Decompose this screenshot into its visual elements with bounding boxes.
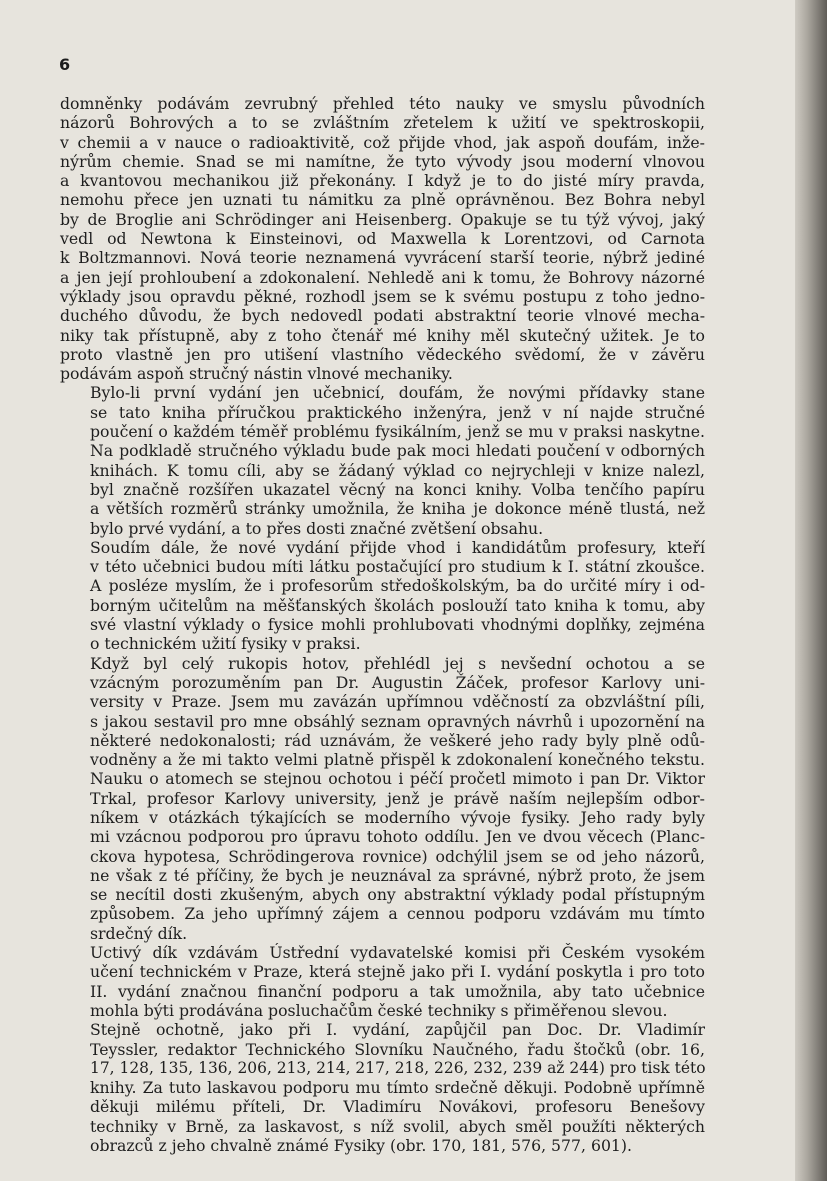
text-line: nýrům chemie. Snad se mi namítne, že tyto vývody jsou moderní vlnovou	[60, 151, 705, 171]
text-line: níkem v otázkách týkajících se moderního vývoje fysiky. Jeho rady byly	[90, 807, 705, 827]
text-line: Stejně ochotně, jako při I. vydání, zapůjčil pan Doc. Dr. Vladimír	[90, 1020, 705, 1040]
body-text	[60, 94, 705, 1155]
paragraph	[60, 1020, 705, 1155]
text-line: domněnky podávám zevrubný přehled této nauky ve smyslu původních	[60, 94, 705, 113]
text-line: nemohu přece jen uznati tu námitku za plně oprávněnou. Bez Bohra nebyl	[60, 190, 705, 210]
text-line: knihách. K tomu cíli, aby se žádaný výklad co nejrychleji v knize nalezl,	[90, 460, 705, 480]
text-line: Bylo-li první vydání jen učebnicí, doufám, že novými přídavky stane	[90, 383, 705, 403]
text-line: a kvantovou mechanikou již překonány. I když je to do jisté míry pravda,	[60, 171, 705, 191]
text-line: bylo prvé vydání, a to přes dosti značné zvětšení obsahu.	[90, 518, 544, 538]
text-line: Soudím dále, že nové vydání přijde vhod i kandidátům profesury, kteří	[90, 537, 705, 557]
text-line: v této učebnici budou míti látku postačující pro studium k I. státní zkoušce.	[90, 557, 705, 577]
text-line: ne však z té příčiny, že bych je neuznával za správné, nýbrž proto, že jsem	[90, 865, 705, 885]
text-line: Uctivý dík vzdávám Ústřední vydavatelské komisi při Českém vysokém	[90, 943, 705, 963]
text-line: Teyssler, redaktor Technického Slovníku Naučného, řadu štočků (obr. 16,	[90, 1039, 705, 1059]
text-line: proto vlastně jen pro utišení vlastního vědeckého svědomí, že v závěru	[60, 344, 705, 364]
text-line: a větších rozměrů stránky umožnila, že kniha je dokonce méně tlustá, než	[90, 499, 705, 519]
text-line: techniky v Brně, za laskavost, s níž svolil, abych směl použíti některých	[90, 1116, 705, 1136]
text-line: mi vzácnou podporou pro úpravu tohoto oddílu. Jen ve dvou věcech (Planc-	[90, 827, 705, 847]
text-line: o technickém užití fysiky v praksi.	[90, 634, 361, 654]
text-line: k Boltzmannovi. Nová teorie neznamená vyvrácení starší teorie, nýbrž jediné	[60, 248, 705, 268]
text-line: Trkal, profesor Karlovy university, jenž je právě naším nejlepším odbor-	[90, 788, 705, 808]
text-line: Na podkladě stručného výkladu bude pak moci hledati poučení v odborných	[90, 441, 705, 461]
text-line: vodněny a že mi takto velmi platně přispěl k zdokonalení konečného tekstu.	[90, 750, 705, 770]
text-line: se tato kniha příručkou praktického inženýra, jenž v ní najde stručné	[90, 402, 705, 422]
paragraph	[60, 943, 705, 1020]
page-number: 6	[59, 55, 71, 74]
text-line: duchého důvodu, že bych nedovedl podati abstraktní teorie vlnové mecha-	[60, 306, 705, 326]
text-line: v chemii a v nauce o radioaktivitě, což přijde vhod, jak aspoň doufám, inže-	[60, 132, 705, 152]
text-line: 17, 128, 135, 136, 206, 213, 214, 217, 218, 226, 232, 239 až 244) pro tisk této	[90, 1058, 706, 1077]
text-line: a jen její prohloubení a zdokonalení. Nehledě ani k tomu, že Bohrovy názorné	[60, 267, 705, 287]
text-line: učení technickém v Praze, která stejně jako při I. vydání poskytla i pro toto	[90, 962, 705, 982]
text-line: srdečný dík.	[90, 923, 188, 943]
text-line: ckova hypotesa, Schrödingerova rovnice) odchýlil jsem se od jeho názorů,	[90, 846, 705, 866]
text-line: byl značně rozšířen ukazatel věcný na konci knihy. Volba tenčího papíru	[90, 479, 705, 499]
text-line: názorů Bohrových a to se zvláštním zřetelem k užití ve spektroskopii,	[60, 113, 705, 133]
text-line: by de Broglie ani Schrödinger ani Heisenberg. Opakuje se tu týž vývoj, jaký	[60, 209, 705, 229]
text-line: vedl od Newtona k Einsteinovi, od Maxwella k Lorentzovi, od Carnota	[60, 229, 705, 249]
text-line: borným učitelům na měšťanských školách poslouží tato kniha k tomu, aby	[90, 595, 705, 615]
text-line: výklady jsou opravdu pěkné, rozhodl jsem se k svému postupu z toho jedno-	[60, 286, 705, 306]
text-line: své vlastní výklady o fysice mohli prohlubovati vhodnými doplňky, zejména	[90, 615, 705, 635]
paragraph	[60, 538, 705, 654]
text-line: A posléze myslím, že i profesorům středoškolským, ba do určité míry i od-	[90, 576, 705, 596]
text-line: II. vydání značnou finanční podporu a tak umožnila, aby tato učebnice	[90, 981, 705, 1001]
text-line: se necítil dosti zkušeným, abych ony abstraktní výklady podal přístupným	[90, 885, 705, 905]
text-line: s jakou sestavil pro mne obsáhlý seznam opravných návrhů i upozornění na	[90, 711, 705, 731]
text-line: poučení o každém téměř problému fysikálním, jenž se mu v praksi naskytne.	[90, 422, 705, 442]
text-line: způsobem. Za jeho upřímný zájem a cennou podporu vzdávám mu tímto	[90, 904, 705, 924]
text-line: podávám aspoň stručný nástin vlnové mechaniky.	[60, 364, 453, 384]
text-line: obrazců z jeho chvalně známé Fysiky (obr. 170, 181, 576, 577, 601).	[90, 1136, 633, 1156]
paragraph	[60, 383, 705, 537]
text-line: versity v Praze. Jsem mu zavázán upřímnou vděčností za obzvláštní píli,	[90, 692, 705, 712]
text-line: niky tak přístupně, aby z toho čtenář mé knihy měl skutečný užitek. Je to	[60, 325, 705, 345]
paragraph	[60, 654, 705, 943]
text-line: mohla býti prodávána posluchačům české techniky s přiměřenou slevou.	[90, 1000, 668, 1020]
text-line: vzácným porozuměním pan Dr. Augustin Žáček, profesor Karlovy uni-	[90, 672, 705, 692]
text-line: některé nedokonalosti; rád uznávám, že veškeré jeho rady byly plně odů-	[90, 730, 705, 750]
text-line: děkuji milému příteli, Dr. Vladimíru Novákovi, profesoru Benešovy	[90, 1097, 705, 1117]
text-line: knihy. Za tuto laskavou podporu mu tímto srdečně děkuji. Podobně upřímně	[90, 1078, 705, 1098]
text-line: Když byl celý rukopis hotov, přehlédl jej s nevšední ochotou a se	[90, 653, 705, 673]
page-edge-shadow	[795, 0, 827, 1181]
paragraph	[60, 94, 705, 383]
text-line: Nauku o atomech se stejnou ochotou i péčí pročetl mimoto i pan Dr. Viktor	[90, 769, 705, 789]
